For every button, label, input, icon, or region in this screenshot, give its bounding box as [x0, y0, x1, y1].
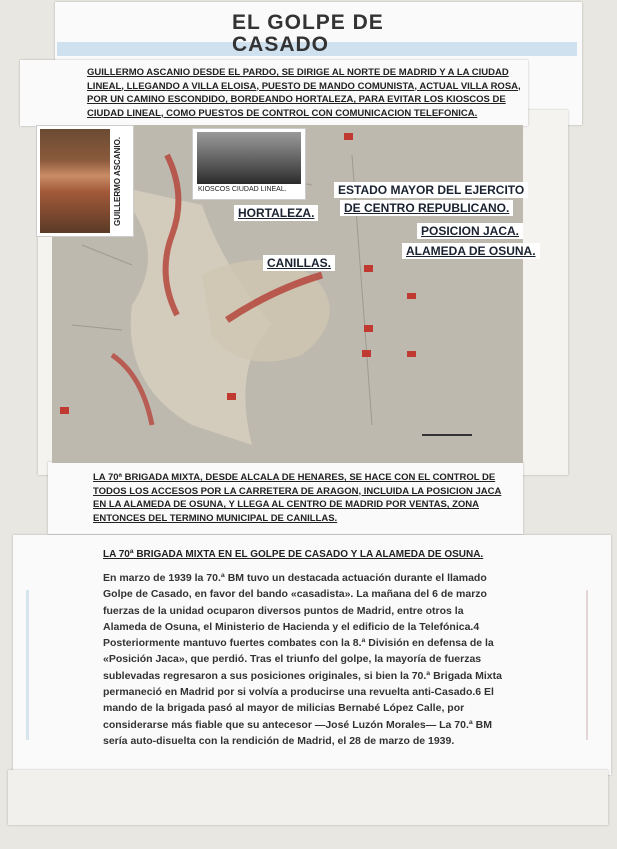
- flag-marker-8: [407, 351, 416, 357]
- page-title: [232, 12, 384, 56]
- label-alameda-de-osuna: ALAMEDA DE OSUNA.: [402, 243, 540, 259]
- portrait-caption: GUILLERMO ASCANIO.: [113, 136, 122, 226]
- article-body: [103, 570, 508, 749]
- page-title-line-1: EL GOLPE DE: [232, 11, 384, 34]
- brigade-caption: LA 70ª BRIGADA MIXTA, DESDE ALCALA DE HENARES, SE HACE CON EL CONTROL DE TODOS LOS ACCESOS POR LA CARRETERA DE ARAGON, INCLUIDA LA POSICION JACA EN LA ALAMEDA DE OSUNA, Y LLEGA AL CENTRO DE MADRID POR VENTAS, ZONA ENTONCES DEL TERMINO MUNICIPAL DE CANILLAS.: [93, 472, 502, 524]
- flag-marker-5: [227, 393, 236, 400]
- section-heading: LA 70ª BRIGADA MIXTA EN EL GOLPE DE CASADO Y LA ALAMEDA DE OSUNA.: [103, 549, 484, 560]
- label-estado-mayor-2: DE CENTRO REPUBLICANO.: [340, 200, 513, 216]
- page-title-line-2: CASADO: [232, 33, 330, 56]
- label-posicion-jaca: POSICION JACA.: [417, 223, 523, 239]
- flag-marker-2: [364, 265, 373, 272]
- kiosk-image: [197, 132, 301, 184]
- flag-marker-7: [407, 293, 416, 299]
- label-canillas: CANILLAS.: [263, 255, 335, 271]
- article-paragraph: En marzo de 1939 la 70.ª BM tuvo un destacada actuación durante el llamado Golpe de Casado, en favor del bando «casadista». La mañana del 6 de marzo fuerzas de la unidad ocuparon diversos puntos de Madrid, entre otros la Alameda de Osuna, el Ministerio de Hacienda y el edificio de la Telefónica.4 Posteriormente mantuvo fuertes combates con la 8.ª División en defensa de la «Posición Jaca», que perdió. Tras el triunfo del golpe, la mayoría de fuerzas sublevadas regresaron a sus posiciones originales, si bien la 70.ª Brigada Mixta permaneció en Madrid por si volvía a producirse una revuelta anti-Casado.6 El mando de la brigada pasó al mayor de milicias Bernabé López Calle, por considerarse más fiable que su antecesor —José Luzón Morales— La 70.ª BM sería auto-disuelta con la rendición de Madrid, el 28 de marzo de 1939.: [103, 572, 502, 747]
- flag-marker-6: [60, 407, 69, 414]
- flag-marker-1: [344, 133, 353, 140]
- kiosk-photo: [192, 128, 306, 200]
- portrait-image: [40, 129, 110, 233]
- ascanio-portrait: [36, 125, 134, 237]
- top-caption: GUILLERMO ASCANIO DESDE EL PARDO, SE DIRIGE AL NORTE DE MADRID Y A LA CIUDAD LINEAL, LLEGANDO A VILLA ELOISA, PUESTO DE MANDO COMUNISTA, ACTUAL VILLA ROSA, POR UN CAMINO ESCONDIDO, BORDEANDO HORTALEZA, PARA EVITAR LOS KIOSCOS DE CIUDAD LINEAL, COMO PUESTOS DE CONTROL CON COMUNICACION TELEFONICA.: [87, 67, 521, 119]
- side-stripe: [26, 590, 29, 740]
- bottom-sheet: [8, 770, 608, 825]
- label-estado-mayor-1: ESTADO MAYOR DEL EJERCITO: [334, 182, 528, 198]
- right-side-stripe: [586, 590, 588, 740]
- flag-marker-4: [362, 350, 371, 357]
- label-hortaleza: HORTALEZA.: [234, 205, 318, 221]
- flag-marker-3: [364, 325, 373, 332]
- kiosk-caption: KIOSCOS CIUDAD LINEAL.: [198, 186, 287, 193]
